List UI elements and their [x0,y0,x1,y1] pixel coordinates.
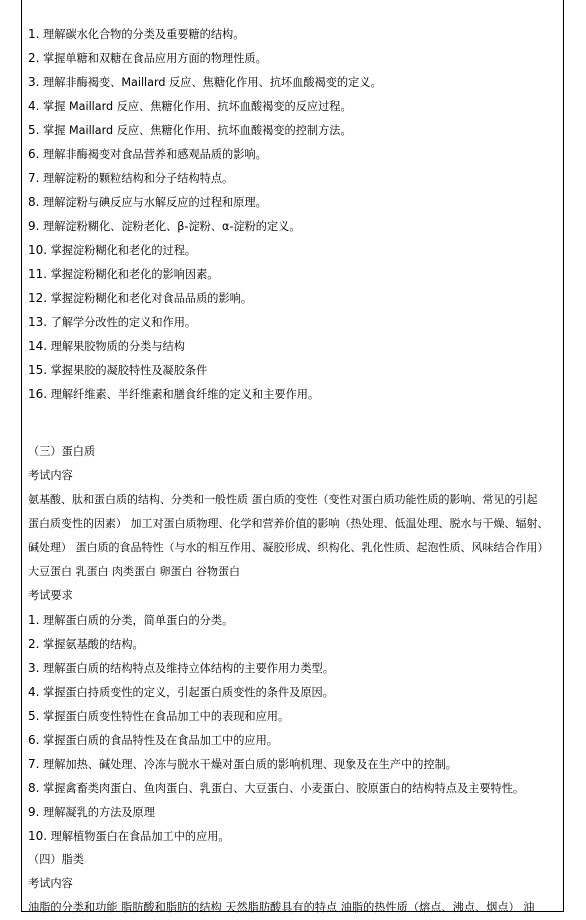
list-item [28,800,558,824]
item-text: 掌握果胶的凝胶特性及凝胶条件 [50,364,208,377]
item-text: 掌握淀粉糊化和老化的影响因素。 [50,268,219,281]
list-item [28,70,558,94]
item-number: 15. [28,363,48,377]
exam-content-label: 考试内容 [28,469,73,482]
section-heading-protein: （三）蛋白质 [28,445,96,458]
item-number: 13. [28,315,48,329]
item-text: 掌握氨基酸的结构。 [43,638,144,651]
item-text: 理解非酶褐变对食品营养和感观品质的影响。 [43,148,267,161]
item-number: 9. [28,219,40,233]
item-number: 7. [28,757,40,771]
list-item [28,824,558,848]
list-item [28,22,558,46]
item-text: 了解学分改性的定义和作用。 [50,316,197,329]
item-text: 掌握 Maillard 反应、焦糖化作用、抗坏血酸褐变的反应过程。 [43,100,352,113]
list-item [28,358,558,382]
item-text: 理解加热、碱处理、冷冻与脱水干燥对蛋白质的影响机理、现象及在生产中的控制。 [43,758,457,771]
item-number: 1. [28,613,40,627]
spacer [28,430,558,440]
item-text: 掌握蛋白质的食品特性及在食品加工中的应用。 [43,734,278,747]
item-text: 理解凝乳的方法及原理 [43,806,155,819]
list-item [28,142,558,166]
item-number: 2. [28,637,40,651]
list-item [28,334,558,358]
item-number: 4. [28,99,40,113]
list-item [28,704,558,728]
protein-exam-content [28,488,558,584]
item-text: 理解纤维素、半纤维素和膳食纤维的定义和主要作用。 [50,388,320,401]
item-text: 掌握禽畜类肉蛋白、鱼肉蛋白、乳蛋白、大豆蛋白、小麦蛋白、胶原蛋白的结构特点及主要特性。 [43,782,525,795]
item-text: 理解淀粉的颗粒结构和分子结构特点。 [43,172,234,185]
item-number: 6. [28,733,40,747]
item-number: 3. [28,661,40,675]
list-item [28,382,558,406]
item-number: 8. [28,781,40,795]
item-number: 9. [28,805,40,819]
item-text: 掌握淀粉糊化和老化对食品品质的影响。 [50,292,253,305]
lipid-exam-content: 油脂的分类和功能 脂肪酸和脂肪的结构 天然脂肪酸具有的特点 油脂的热性质（熔点、沸点、烟点） 油 [28,901,535,914]
list-item [28,310,558,334]
exam-content-label: 考试内容 [28,877,73,890]
item-number: 7. [28,171,40,185]
item-number: 10. [28,829,48,843]
list-item [28,286,558,310]
list-item [28,680,558,704]
item-text: 掌握蛋白持质变性的定义，引起蛋白质变性的条件及原因。 [43,686,334,699]
item-number: 2. [28,51,40,65]
item-number: 5. [28,123,40,137]
item-text: 掌握淀粉糊化和老化的过程。 [50,244,197,257]
item-text: 理解淀粉与碘反应与水解反应的过程和原理。 [43,196,267,209]
list-item [28,118,558,142]
section-heading-lipids: （四）脂类 [28,853,84,866]
item-text: 理解碳水化合物的分类及重要糖的结构。 [43,28,245,41]
list-item [28,94,558,118]
item-number: 16. [28,387,48,401]
item-number: 14. [28,339,48,353]
list-item [28,190,558,214]
item-number: 10. [28,243,48,257]
list-item [28,776,558,800]
document-body [28,22,558,920]
item-text: 掌握蛋白质变性特性在食品加工中的表现和应用。 [43,710,290,723]
item-number: 5. [28,709,40,723]
content-line: 碱处理） 蛋白质的食品特性（与水的相互作用、凝胶形成、织构化、乳化性质、起泡性质、风味结合作用） [28,541,549,554]
item-number: 12. [28,291,48,305]
item-text: 理解淀粉糊化、淀粉老化、β-淀粉、α-淀粉的定义。 [43,220,301,233]
item-text: 理解蛋白质的结构特点及维持立体结构的主要作用力类型。 [43,662,334,675]
item-number: 8. [28,195,40,209]
list-item [28,632,558,656]
list-item [28,752,558,776]
item-text: 理解非酶褐变、Maillard 反应、焦糖化作用、抗坏血酸褐变的定义。 [43,76,382,89]
item-number: 11. [28,267,48,281]
spacer [28,406,558,430]
content-line: 蛋白质变性的因素） 加工对蛋白质物理、化学和营养价值的影响（热处理、低温处理、脱水与干燥、辐射、 [28,517,549,530]
list-item [28,46,558,70]
item-text: 掌握单糖和双糖在食品应用方面的物理性质。 [43,52,267,65]
list-item [28,214,558,238]
item-number: 6. [28,147,40,161]
content-line: 氨基酸、肽和蛋白质的结构、分类和一般性质 蛋白质的变性（变性对蛋白质功能性质的影响、常见的引起 [28,493,538,506]
item-number: 4. [28,685,40,699]
item-text: 理解植物蛋白在食品加工中的应用。 [50,830,230,843]
list-item [28,728,558,752]
list-item [28,238,558,262]
list-item [28,262,558,286]
item-number: 3. [28,75,40,89]
item-text: 理解果胶物质的分类与结构 [50,340,185,353]
item-text: 掌握 Maillard 反应、焦糖化作用、抗坏血酸褐变的控制方法。 [43,124,352,137]
list-item [28,656,558,680]
exam-requirements-label: 考试要求 [28,589,73,602]
item-text: 理解蛋白质的分类，简单蛋白的分类。 [43,614,234,627]
protein-requirements-list [28,608,558,848]
content-line: 大豆蛋白 乳蛋白 肉类蛋白 卵蛋白 谷物蛋白 [28,565,240,578]
list-item [28,608,558,632]
item-number: 1. [28,27,40,41]
list-item [28,166,558,190]
carbohydrate-requirements-list [28,22,558,406]
